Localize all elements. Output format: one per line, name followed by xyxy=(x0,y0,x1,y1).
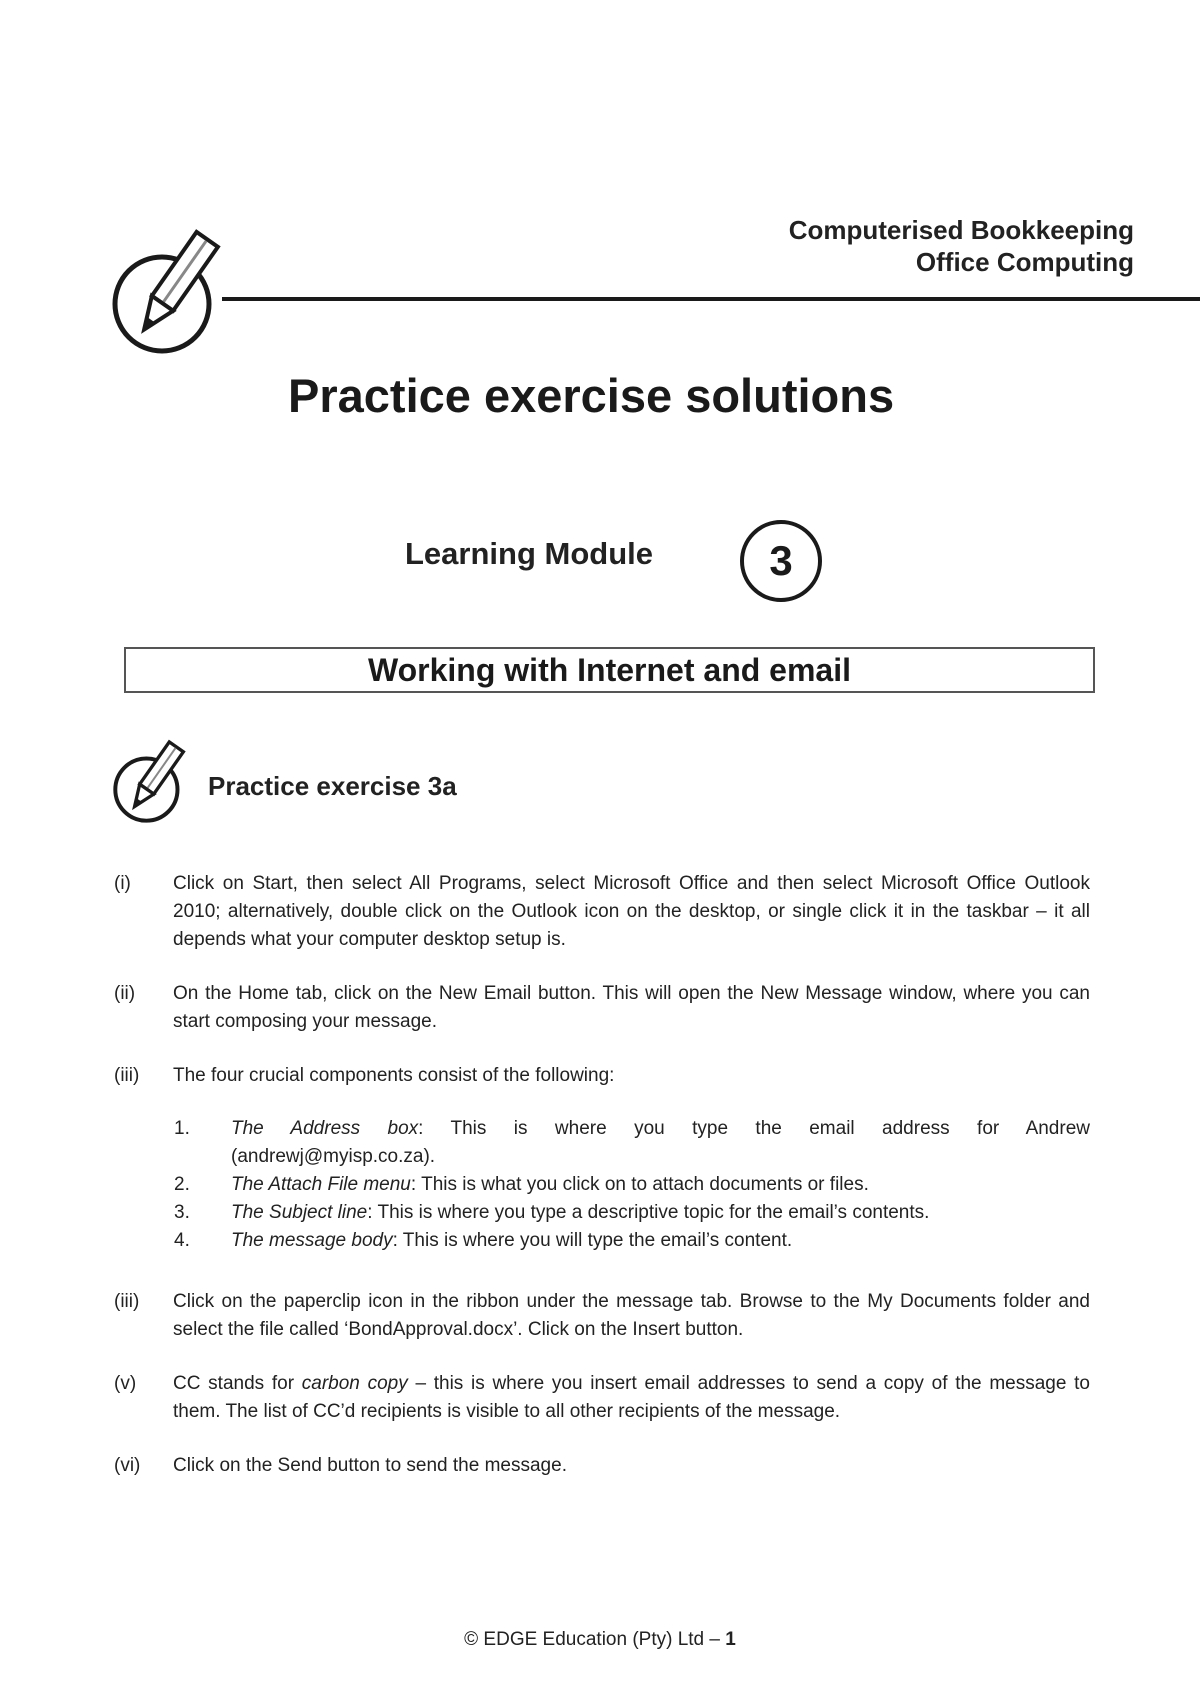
item-number: (vi) xyxy=(114,1455,141,1476)
sub-item-term: The message body xyxy=(231,1230,393,1251)
item-text: Click on Start, then select All Programs, select Microsoft Office and then select Microsoft Office Outlook 2010; alternatively, double click on the Outlook icon on the desktop, or single click it in the taskbar – it all depends what your computer desktop setup is. xyxy=(173,873,1090,950)
module-number: 3 xyxy=(769,537,793,584)
sub-item-number: 1. xyxy=(174,1118,190,1139)
sub-item-number: 3. xyxy=(174,1202,190,1223)
item-text: Click on the paperclip icon in the ribbon under the message tab. Browse to the My Documents folder and select the file called ‘BondApproval.docx’. Click on the Insert button. xyxy=(173,1291,1090,1340)
module-label: Learning Module xyxy=(405,536,653,571)
sub-list-item xyxy=(174,1115,1090,1143)
list-item xyxy=(114,980,1090,1036)
sub-item-desc: : This is where you will type the email’s content. xyxy=(392,1230,793,1251)
item-text: Click on the Send button to send the message. xyxy=(173,1455,567,1476)
topic-title: Working with Internet and email xyxy=(367,651,851,688)
sub-item-number: 2. xyxy=(174,1174,190,1195)
footer-copyright: © EDGE Education (Pty) Ltd – xyxy=(464,1629,726,1650)
list-item xyxy=(114,1288,1090,1344)
sub-list-item xyxy=(174,1227,1090,1255)
item-text-post: – this is where you insert email addresses to send a copy of the message to them. The list of CC’d recipients is visible to all other recipients of the message. xyxy=(173,1373,1090,1422)
item-text-pre: CC stands for xyxy=(173,1373,302,1394)
item-number: (iii) xyxy=(114,1291,140,1312)
page-number: 1 xyxy=(725,1629,736,1650)
item-text: The four crucial components consist of the following: xyxy=(173,1065,615,1086)
list-item xyxy=(114,1452,1090,1480)
sub-item-text xyxy=(231,1199,1090,1227)
sub-item-term: The Subject line xyxy=(231,1202,368,1223)
item-number: (v) xyxy=(114,1373,137,1394)
sub-item-text xyxy=(231,1227,1090,1255)
header-titles xyxy=(789,214,1134,278)
list-item xyxy=(114,870,1090,954)
item-text-emphasis: carbon copy xyxy=(301,1373,408,1394)
exercise-title: Practice exercise 3a xyxy=(208,771,457,801)
list-item xyxy=(114,1370,1090,1426)
sub-item-desc: : This is where you type a descriptive topic for the email’s contents. xyxy=(367,1202,930,1223)
module-number-badge xyxy=(740,520,822,602)
sub-item-text xyxy=(231,1171,1090,1199)
sub-item-term: The Address box xyxy=(231,1118,419,1139)
sub-item-text xyxy=(231,1115,1090,1143)
sub-list-item xyxy=(174,1171,1090,1199)
pencil-small-icon xyxy=(112,738,198,824)
page-title: Practice exercise solutions xyxy=(288,369,895,422)
header-rule xyxy=(222,297,1200,301)
header-course: Computerised Bookkeeping xyxy=(788,215,1134,245)
sub-item-number: 4. xyxy=(174,1230,190,1251)
sub-list-item xyxy=(174,1199,1090,1227)
item-number: (iii) xyxy=(114,1065,140,1086)
sub-item-desc: : This is what you click on to attach documents or files. xyxy=(410,1174,869,1195)
sub-item-desc: : This is where you type the email address for Andrew xyxy=(418,1118,1090,1139)
pencil-logo-icon xyxy=(110,226,240,356)
topic-banner xyxy=(124,647,1095,693)
item-text xyxy=(173,1370,1090,1426)
item-number: (ii) xyxy=(114,983,136,1004)
sub-list-item-cont xyxy=(174,1143,1090,1171)
page-footer xyxy=(0,1629,1200,1651)
sub-item-term: The Attach File menu xyxy=(231,1174,411,1195)
list-item xyxy=(114,1062,1090,1090)
sub-item-text-cont: (andrewj@myisp.co.za). xyxy=(231,1146,436,1167)
header-subject: Office Computing xyxy=(915,247,1134,277)
item-text: On the Home tab, click on the New Email button. This will open the New Message window, where you can start composing your message. xyxy=(173,983,1090,1032)
item-number: (i) xyxy=(114,873,131,894)
